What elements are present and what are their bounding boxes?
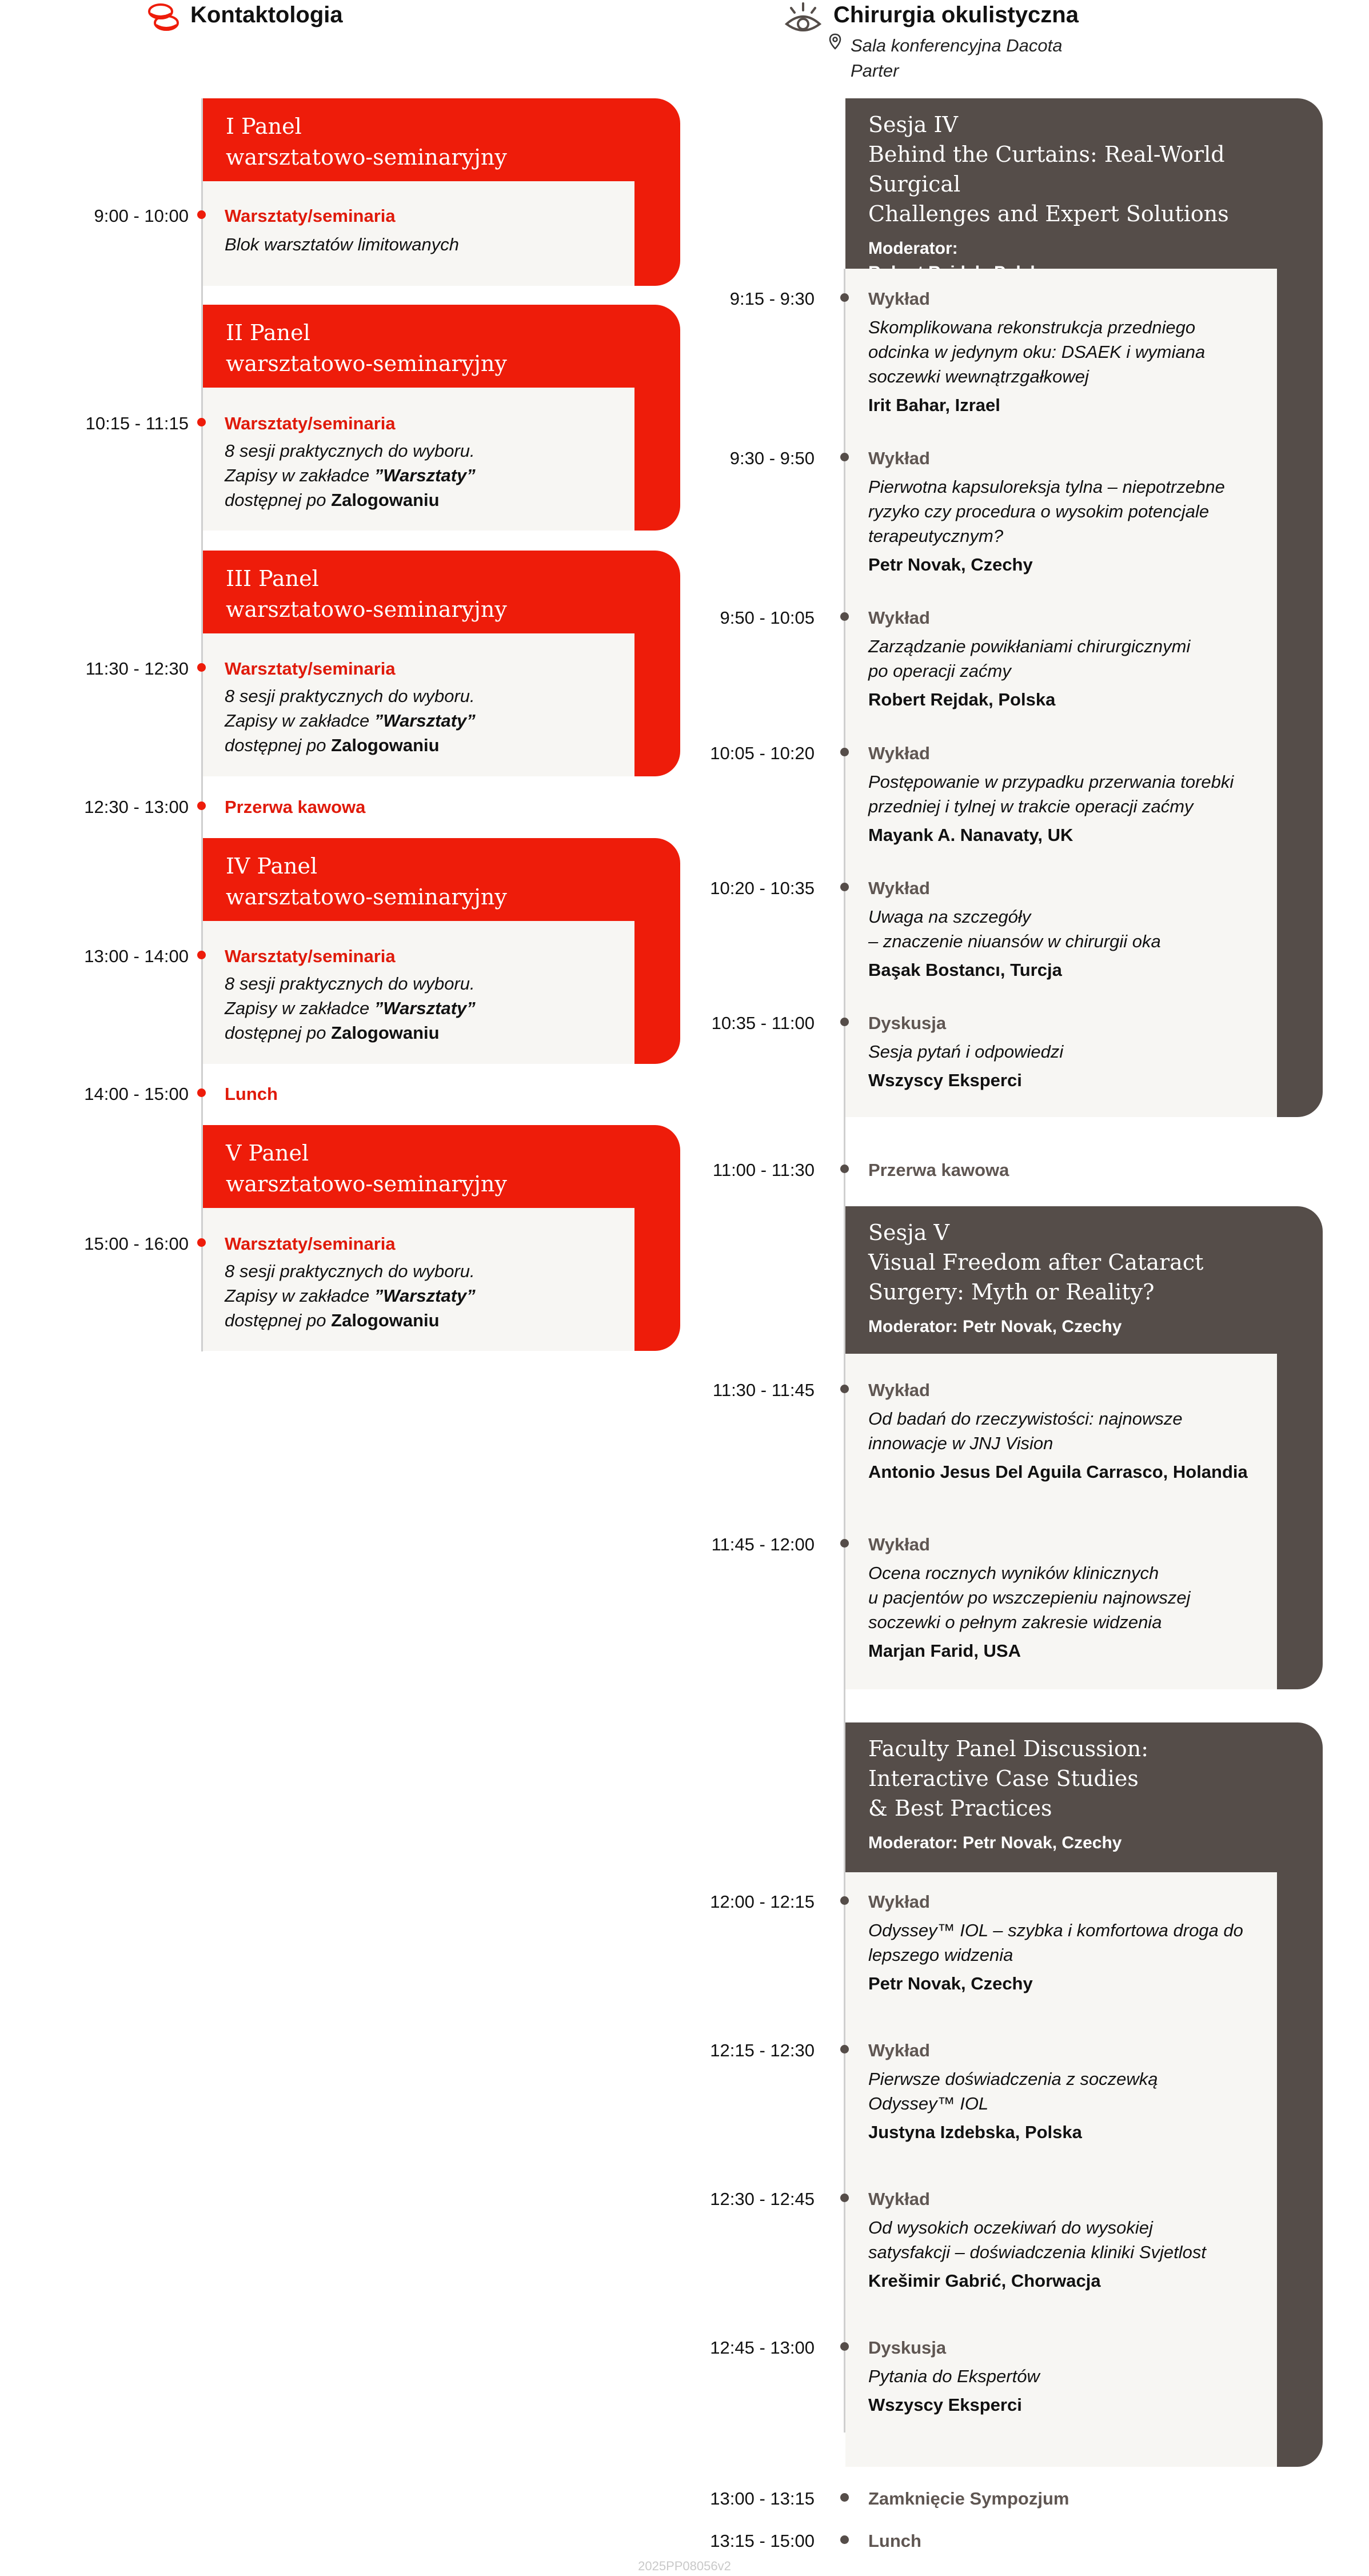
item-description [868, 474, 1225, 548]
lecture-item [868, 447, 1225, 577]
timeline-dot [840, 1018, 849, 1026]
session-title: Sesja IV [868, 112, 958, 137]
lecture-item [868, 2188, 1206, 2293]
speaker-name: Antonio Jesus Del Aguila Carrasco, Holandia [868, 1462, 1248, 1482]
timeline-dot [197, 801, 206, 810]
desc-line: po operacji zaćmy [868, 661, 1011, 681]
item-label: Warsztaty/seminaria [225, 946, 396, 966]
item-label: Wykład [868, 2189, 930, 2209]
panel-title: III Panel [226, 566, 319, 591]
item-label: Warsztaty/seminaria [225, 206, 396, 226]
speaker-name: Wszyscy Eksperci [868, 1070, 1022, 1090]
panel-1 [203, 98, 680, 286]
moderator-name: Moderator: Petr Novak, Czechy [868, 1833, 1122, 1852]
time-label: 9:15 - 9:30 [729, 289, 815, 309]
panel-item [225, 205, 459, 257]
desc-line [225, 733, 476, 757]
speaker-name: Başak Bostancı, Turcja [868, 960, 1062, 980]
desc-line: Ocena rocznych wyników klinicznych [868, 1563, 1159, 1583]
speaker-name: Irit Bahar, Izrael [868, 395, 1000, 415]
panel-title: V Panel [226, 1141, 309, 1166]
timeline-dot [840, 453, 849, 461]
item-label: Wykład [868, 743, 930, 763]
item-description [868, 2215, 1206, 2264]
session-subtitle: Challenges and Expert Solutions [868, 201, 1229, 226]
timeline-dot [840, 2342, 849, 2351]
login-link[interactable]: Zalogowaniu [331, 735, 440, 755]
session-title: Faculty Panel Discussion: [868, 1736, 1149, 1761]
desc-line: Zarządzanie powikłaniami chirurgicznymi [868, 636, 1191, 656]
login-link[interactable]: Zalogowaniu [331, 1310, 440, 1330]
desc-text: dostępnej po [225, 1023, 332, 1043]
desc-line: Pierwsze doświadczenia z soczewką [868, 2069, 1158, 2089]
desc-bold: ”Warsztaty” [374, 711, 476, 731]
panel-title: I Panel [226, 114, 302, 139]
lecture-item [868, 1891, 1243, 1996]
timeline-dot [840, 293, 849, 302]
desc-line [225, 463, 476, 488]
desc-line: soczewki o pełnym zakresie widzenia [868, 1612, 1162, 1632]
timeline-dot [840, 1165, 849, 1173]
item-label: Wykład [868, 1380, 930, 1400]
item-description: Pytania do Ekspertów [868, 2366, 1040, 2386]
item-label: Wykład [868, 289, 930, 309]
moderator-label: Moderator: [868, 239, 958, 258]
desc-line [225, 708, 476, 733]
time-label: 15:00 - 16:00 [84, 1234, 189, 1254]
item-label: Wykład [868, 1534, 930, 1554]
desc-line [225, 1283, 476, 1308]
desc-line: Skomplikowana rekonstrukcja przedniego [868, 317, 1196, 337]
item-label: Dyskusja [868, 2338, 947, 2358]
lunch-label: Lunch [868, 2531, 921, 2551]
desc-line: Od badań do rzeczywistości: najnowsze [868, 1409, 1183, 1429]
speaker-name: Krešimir Gabrić, Chorwacja [868, 2271, 1101, 2291]
desc-line: przedniej i tylnej w trakcie operacji zaćmy [868, 796, 1194, 816]
time-label: 11:30 - 12:30 [85, 659, 189, 679]
desc-line [225, 488, 476, 512]
desc-line [225, 1020, 476, 1045]
time-label: 13:15 - 15:00 [710, 2531, 815, 2551]
time-label: 12:45 - 13:00 [710, 2338, 815, 2358]
timeline-dot [840, 2535, 849, 2544]
desc-text: Zapisy w zakładce [225, 998, 374, 1018]
break-label: Lunch [225, 1084, 278, 1104]
closing-label: Zamknięcie Sympozjum [868, 2489, 1069, 2509]
time-label: 9:30 - 9:50 [729, 448, 815, 468]
lecture-item [868, 1379, 1248, 1484]
login-link[interactable]: Zalogowaniu [331, 490, 440, 510]
session-subtitle: Interactive Case Studies [868, 1766, 1139, 1791]
panel-subtitle: warsztatowo-seminaryjny [226, 884, 507, 910]
item-description [868, 1561, 1191, 1634]
time-label: 14:00 - 15:00 [84, 1084, 189, 1104]
timeline-dot [197, 1238, 206, 1247]
item-description [225, 971, 476, 1045]
timeline-dot [840, 2194, 849, 2202]
timeline-dot [197, 1088, 206, 1097]
item-label: Wykład [868, 608, 930, 628]
speaker-name: Petr Novak, Czechy [868, 555, 1033, 575]
item-label: Wykład [868, 878, 930, 898]
time-label: 11:30 - 11:45 [712, 1380, 815, 1400]
desc-line: 8 sesji praktycznych do wyboru. [225, 441, 475, 461]
panel-subtitle: warsztatowo-seminaryjny [226, 351, 507, 376]
break-label: Przerwa kawowa [225, 797, 366, 817]
desc-bold: ”Warsztaty” [374, 465, 476, 485]
time-label: 13:00 - 14:00 [84, 946, 189, 966]
item-description: Sesja pytań i odpowiedzi [868, 1042, 1064, 1062]
timeline-dot [840, 2493, 849, 2502]
location-room: Sala konferencyjna Dacota [851, 35, 1063, 55]
lecture-item [868, 742, 1234, 847]
timeline-dot [197, 951, 206, 959]
time-label: 10:20 - 10:35 [710, 878, 815, 898]
item-description [868, 2067, 1158, 2116]
panel-item [225, 945, 476, 1045]
timeline-dot [840, 748, 849, 756]
timeline-dot [840, 612, 849, 621]
desc-line: soczewki wewnątrzgałkowej [868, 366, 1089, 386]
desc-text: dostępnej po [225, 1310, 332, 1330]
desc-text: dostępnej po [225, 490, 332, 510]
session-subtitle: Behind the Curtains: Real-World Surgical [868, 142, 1225, 197]
time-label: 11:00 - 11:30 [712, 1160, 815, 1180]
desc-bold: ”Warsztaty” [374, 998, 476, 1018]
moderator-name: Moderator: Petr Novak, Czechy [868, 1317, 1122, 1336]
timeline-dot [840, 1896, 849, 1905]
desc-line: Postępowanie w przypadku przerwania torebki [868, 772, 1234, 792]
desc-line: Pierwotna kapsuloreksja tylna – niepotrzebne [868, 477, 1225, 497]
timeline-dot [840, 883, 849, 891]
time-label: 10:05 - 10:20 [710, 743, 815, 763]
desc-line: odcinka w jedynym oku: DSAEK i wymiana [868, 342, 1206, 362]
time-label: 12:00 - 12:15 [710, 1892, 815, 1912]
time-label: 11:45 - 12:00 [711, 1534, 815, 1554]
desc-line: Odyssey™ IOL – szybka i komfortowa droga do [868, 1920, 1243, 1940]
time-label: 9:50 - 10:05 [720, 608, 815, 628]
eye-icon [783, 0, 823, 40]
desc-line [225, 996, 476, 1020]
item-label: Warsztaty/seminaria [225, 413, 396, 433]
item-description: Blok warsztatów limitowanych [225, 234, 460, 254]
location-floor: Parter [851, 61, 899, 81]
desc-line: lepszego widzenia [868, 1945, 1013, 1965]
left-column-title: Kontaktologia [190, 2, 343, 27]
lecture-item [868, 1533, 1191, 1663]
item-label: Dyskusja [868, 1013, 947, 1033]
timeline-dot [840, 1385, 849, 1393]
item-label: Wykład [868, 1892, 930, 1912]
speaker-name: Marjan Farid, USA [868, 1641, 1021, 1661]
session-title: Sesja V [868, 1220, 949, 1245]
item-description [868, 634, 1190, 683]
item-description [868, 1406, 1248, 1456]
session-subtitle: & Best Practices [868, 1796, 1052, 1821]
item-description [868, 904, 1161, 954]
speaker-name: Wszyscy Eksperci [868, 2395, 1022, 2415]
time-label: 12:30 - 12:45 [710, 2189, 815, 2209]
item-description [225, 438, 476, 512]
panel-subtitle: warsztatowo-seminaryjny [226, 1171, 507, 1197]
speaker-name: Mayank A. Nanavaty, UK [868, 825, 1073, 845]
desc-text: dostępnej po [225, 735, 332, 755]
item-label: Warsztaty/seminaria [225, 1234, 396, 1254]
item-description [225, 1259, 476, 1333]
desc-line: Uwaga na szczegóły [868, 907, 1031, 927]
timeline-dot [840, 1539, 849, 1548]
desc-text: Zapisy w zakładce [225, 711, 374, 731]
time-label: 9:00 - 10:00 [94, 206, 189, 226]
right-column-title: Chirurgia okulistyczna [833, 2, 1079, 27]
desc-line: – znaczenie niuansów w chirurgii oka [868, 931, 1161, 951]
panel-subtitle: warsztatowo-seminaryjny [226, 597, 507, 622]
desc-line: 8 sesji praktycznych do wyboru. [225, 686, 475, 706]
lecture-item [868, 877, 1161, 982]
desc-text: Zapisy w zakładce [225, 1286, 374, 1306]
desc-line [225, 1308, 476, 1333]
desc-line: terapeutycznym? [868, 526, 1004, 546]
discussion-item [868, 1012, 1063, 1092]
desc-line: 8 sesji praktycznych do wyboru. [225, 1261, 475, 1281]
desc-line: satysfakcji – doświadczenia kliniki Svjetlost [868, 2242, 1206, 2262]
session-subtitle: Visual Freedom after Cataract [868, 1250, 1204, 1275]
session-subtitle: Surgery: Myth or Reality? [868, 1279, 1155, 1305]
contact-lens-icon [146, 1, 182, 33]
panel-title: IV Panel [226, 854, 318, 879]
lecture-item [868, 288, 1205, 417]
timeline-dot [197, 418, 206, 426]
panel-subtitle: warsztatowo-seminaryjny [226, 145, 507, 170]
item-label: Wykład [868, 2040, 930, 2060]
panel-title: II Panel [226, 320, 310, 345]
speaker-name: Petr Novak, Czechy [868, 1973, 1033, 1993]
item-label: Wykład [868, 448, 930, 468]
left-column-header [146, 0, 343, 46]
panel-item [225, 412, 476, 512]
timeline-dot [197, 663, 206, 672]
lecture-item [868, 2039, 1158, 2144]
item-description [868, 315, 1205, 389]
login-link[interactable]: Zalogowaniu [331, 1023, 440, 1043]
item-description [868, 1918, 1243, 1967]
item-description [868, 769, 1234, 819]
document-code: 2025PP08056v2 [638, 2559, 731, 2573]
desc-bold: ”Warsztaty” [374, 1286, 476, 1306]
time-label: 12:15 - 12:30 [710, 2040, 815, 2060]
break-label: Przerwa kawowa [868, 1160, 1009, 1180]
timeline-dot [197, 210, 206, 219]
discussion-item [868, 2336, 1040, 2417]
time-label: 10:15 - 11:15 [85, 413, 189, 433]
desc-text: Zapisy w zakładce [225, 465, 374, 485]
item-description [225, 684, 476, 757]
desc-line: ryzyko czy procedura o wysokim potencjale [868, 501, 1210, 521]
timeline-dot [840, 2045, 849, 2053]
lecture-item [868, 607, 1190, 712]
time-label: 10:35 - 11:00 [711, 1013, 815, 1033]
desc-line: innowacje w JNJ Vision [868, 1433, 1053, 1453]
desc-line: Odyssey™ IOL [868, 2094, 989, 2114]
location-pin-icon [829, 33, 841, 50]
desc-line: u pacjentów po wszczepieniu najnowszej [868, 1588, 1191, 1608]
time-label: 13:00 - 13:15 [710, 2489, 815, 2509]
item-label: Warsztaty/seminaria [225, 659, 396, 679]
time-label: 12:30 - 13:00 [84, 797, 189, 817]
speaker-name: Robert Rejdak, Polska [868, 689, 1056, 709]
panel-item [225, 1233, 476, 1333]
speaker-name: Justyna Izdebska, Polska [868, 2122, 1082, 2142]
desc-line: Od wysokich oczekiwań do wysokiej [868, 2218, 1153, 2238]
panel-item [225, 657, 476, 757]
desc-line: 8 sesji praktycznych do wyboru. [225, 974, 475, 994]
